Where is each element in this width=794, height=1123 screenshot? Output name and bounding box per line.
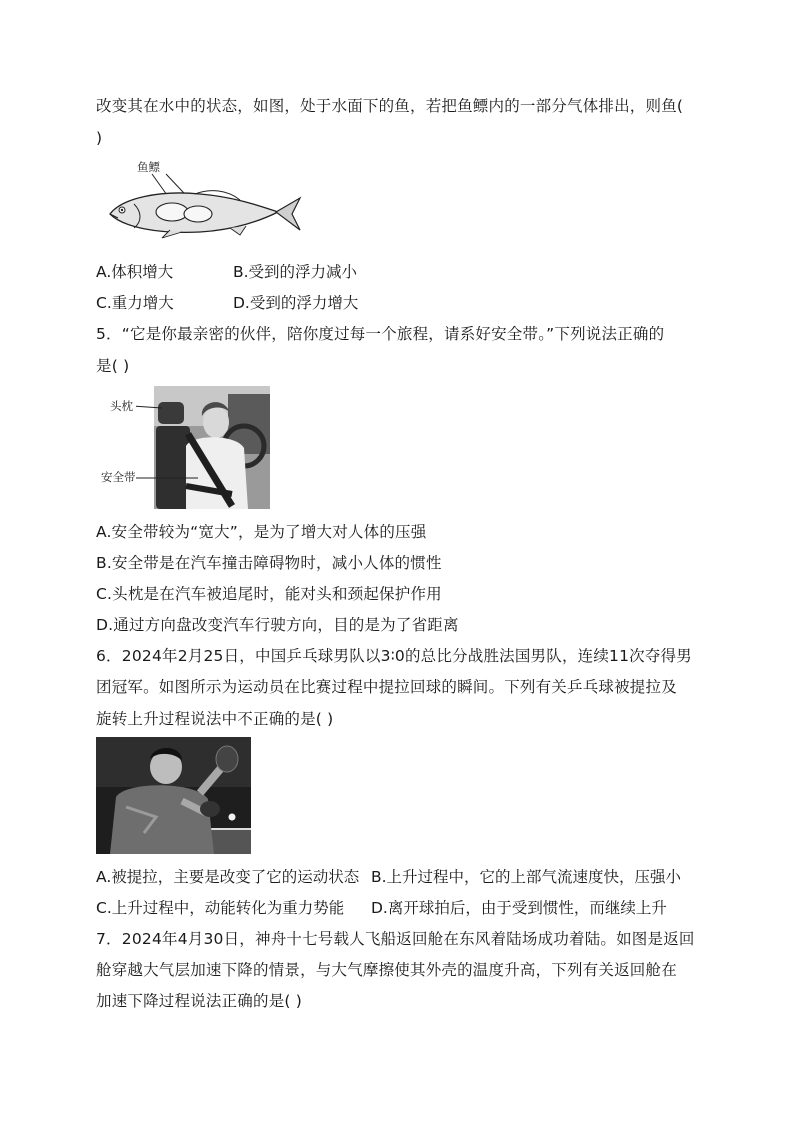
q5-option-d: D.通过方向盘改变汽车行驶方向，目的是为了省距离	[96, 616, 459, 634]
q7-stem-line3: 加速下降过程说法正确的是( )	[96, 992, 303, 1010]
q6-option-d: D.离开球拍后，由于受到惯性，而继续上升	[371, 899, 667, 917]
q5-stem-line1: 5．“它是你最亲密的伙伴，陪你度过每一个旅程，请系好安全带。”下列说法正确的	[96, 325, 665, 343]
q6-stem-line2: 团冠军。如图所示为运动员在比赛过程中提拉回球的瞬间。下列有关乒乓球被提拉及	[96, 678, 677, 696]
q6-stem-line1: 6．2024年2月25日，中国乒乓球男队以3∶0的总比分战胜法国男队，连续11次夺得男	[96, 647, 692, 665]
q4-option-d: D.受到的浮力增大	[233, 294, 359, 312]
q6-option-a: A.被提拉，主要是改变了它的运动状态	[96, 868, 360, 886]
q5-option-c: C.头枕是在汽车被追尾时，能对头和颈起保护作用	[96, 585, 442, 603]
q5-option-a: A.安全带较为“宽大”，是为了增大对人体的压强	[96, 523, 427, 541]
q7-stem-line1: 7．2024年4月30日，神舟十七号载人飞船返回舱在东风着陆场成功着陆。如图是返回	[96, 930, 695, 948]
q5-stem-line2: 是( )	[96, 357, 130, 375]
q6-stem-line3: 旋转上升过程说法中不正确的是( )	[96, 710, 334, 728]
table-tennis-photo	[96, 737, 251, 854]
q6-option-c: C.上升过程中，动能转化为重力势能	[96, 899, 345, 917]
q4-option-a: A.体积增大	[96, 263, 174, 281]
seatbelt-label: 安全带	[101, 470, 136, 484]
q7-stem-line2: 舱穿越大气层加速下降的情景，与大气摩擦使其外壳的温度升高，下列有关返回舱在	[96, 961, 677, 979]
q4-stem-line2: )	[96, 129, 103, 147]
swim-bladder-label: 鱼鳔	[137, 160, 160, 174]
q4-option-c: C.重力增大	[96, 294, 174, 312]
seatbelt-photo	[136, 386, 270, 509]
q5-option-b: B.安全带是在汽车撞击障碍物时，减小人体的惯性	[96, 554, 442, 572]
fish-figure	[100, 172, 305, 242]
headrest-label: 头枕	[110, 399, 133, 413]
q6-option-b: B.上升过程中，它的上部气流速度快，压强小	[371, 868, 682, 886]
q4-option-b: B.受到的浮力减小	[233, 263, 358, 281]
q4-stem-line1: 改变其在水中的状态，如图，处于水面下的鱼，若把鱼鳔内的一部分气体排出，则鱼(	[96, 97, 684, 115]
